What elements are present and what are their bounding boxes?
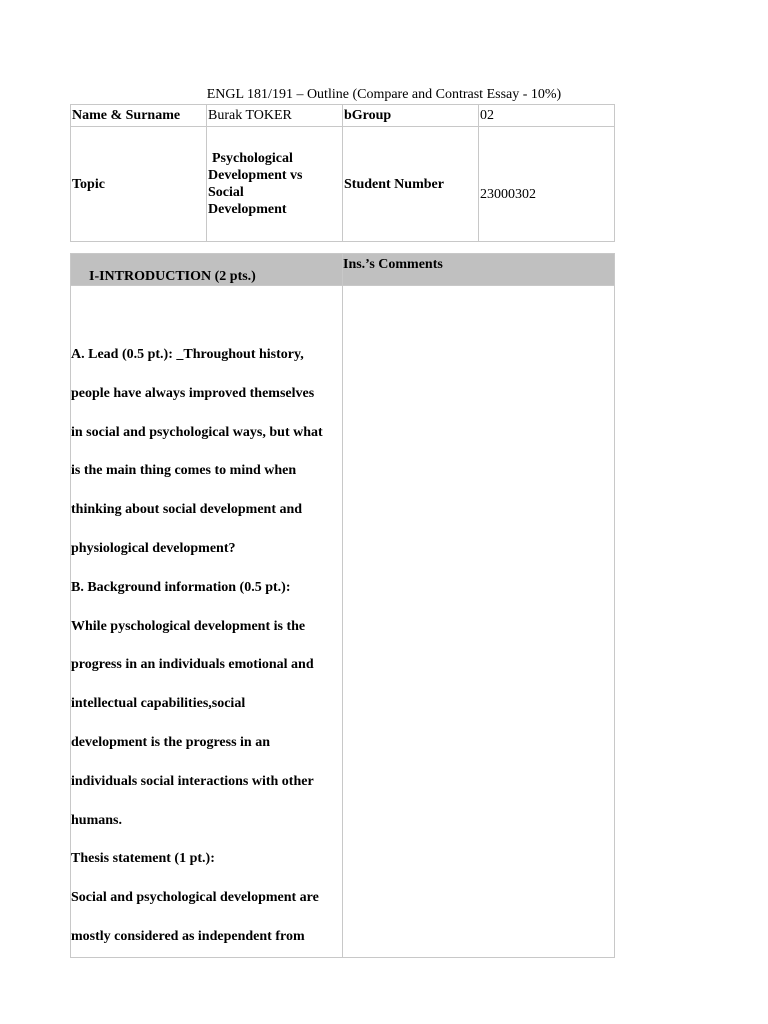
section-heading: I-INTRODUCTION (2 pts.) <box>71 254 343 286</box>
outline-line: B. Background information (0.5 pt.): <box>71 579 291 595</box>
comments-heading: Ins.’s Comments <box>343 254 615 286</box>
student-number-label: Student Number <box>343 127 479 242</box>
outline-table <box>70 253 615 958</box>
outline-header-row <box>71 254 615 286</box>
document-title: ENGL 181/191 – Outline (Compare and Contrast Essay - 10%) <box>206 87 562 102</box>
outline-line: intellectual capabilities,social <box>71 696 246 712</box>
topic-value[interactable] <box>207 127 343 242</box>
outline-line: physiological development? <box>71 540 236 556</box>
outline-line: development is the progress in an <box>71 734 270 750</box>
outline-line: humans. <box>71 812 122 828</box>
outline-line: thinking about social development and <box>71 502 303 518</box>
info-row-topic <box>71 127 615 242</box>
outline-line: While pyschological development is the <box>71 618 306 634</box>
introduction-content[interactable] <box>71 286 343 958</box>
topic-line: Social <box>208 185 244 200</box>
info-row-name <box>71 105 615 127</box>
topic-line: Development <box>208 202 287 217</box>
instructor-comments-cell[interactable] <box>343 286 615 958</box>
outline-line: Social and psychological development are <box>71 890 319 906</box>
outline-line: individuals social interactions with other <box>71 773 314 789</box>
outline-line: people have always improved themselves <box>71 385 315 401</box>
outline-line: A. Lead (0.5 pt.): _Throughout history, <box>71 347 304 362</box>
student-info-table <box>70 104 615 242</box>
topic-line: Development vs <box>208 168 303 183</box>
outline-line: in social and psychological ways, but what <box>71 424 323 440</box>
name-value[interactable]: Burak TOKER <box>207 105 343 127</box>
outline-body-row <box>71 286 615 958</box>
topic-line: Psychological <box>212 151 293 166</box>
outline-line: is the main thing comes to mind when <box>71 463 297 479</box>
name-label: Name & Surname <box>71 105 207 127</box>
content-spacer <box>71 286 342 336</box>
group-value[interactable]: 02 <box>479 105 615 127</box>
topic-label: Topic <box>71 127 207 242</box>
outline-line: progress in an individuals emotional and <box>71 657 314 673</box>
group-label: bGroup <box>343 105 479 127</box>
outline-line: Thesis statement (1 pt.): <box>71 851 215 867</box>
outline-line: mostly considered as independent from <box>71 928 305 944</box>
student-number-value[interactable]: 23000302 <box>479 127 615 242</box>
